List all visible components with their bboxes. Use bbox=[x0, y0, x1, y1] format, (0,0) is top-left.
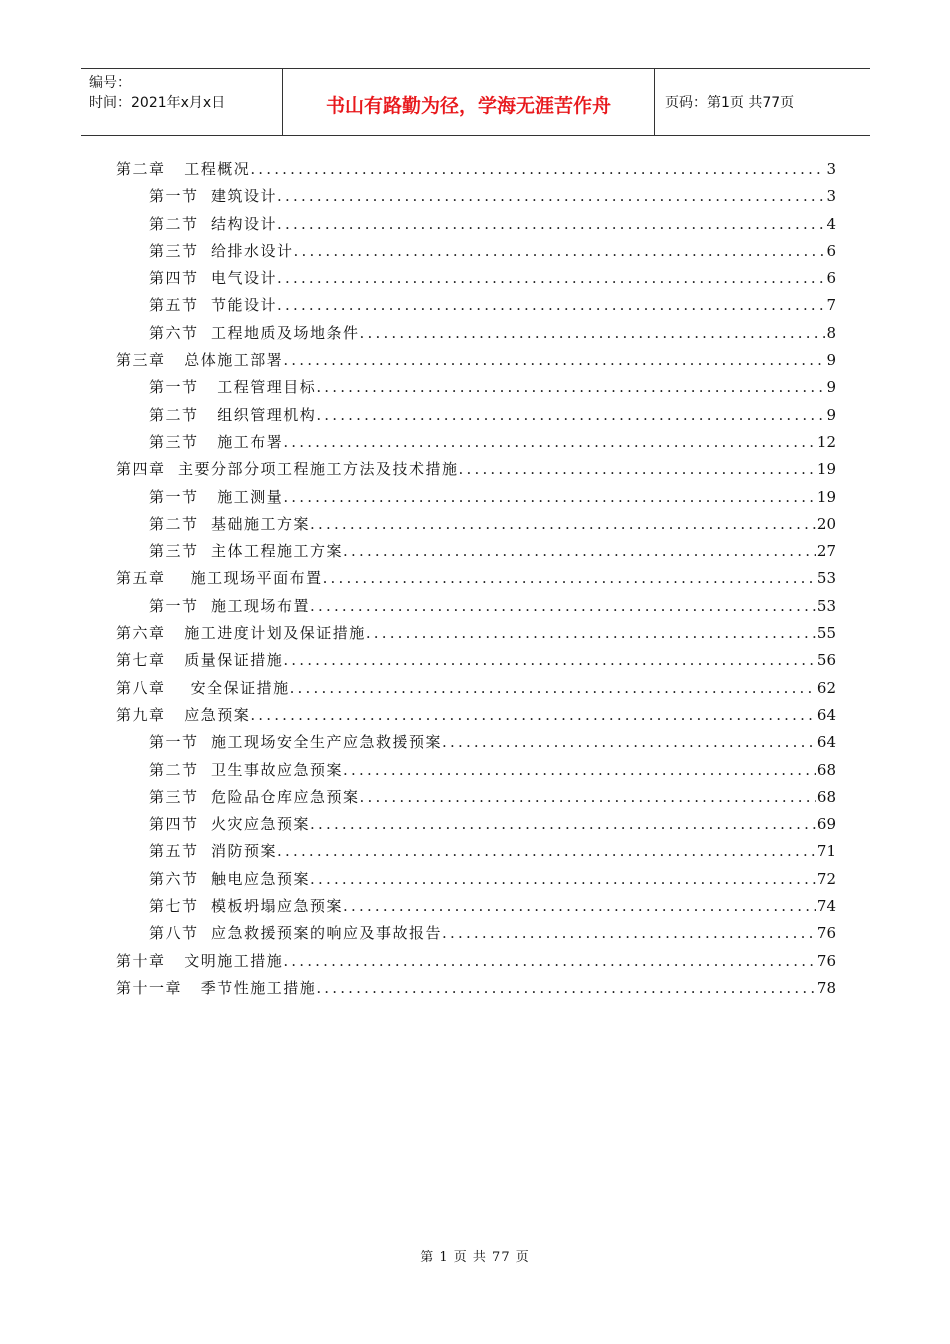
toc-dot-leader bbox=[277, 215, 825, 233]
toc-section-entry[interactable] bbox=[116, 404, 836, 431]
toc-dot-leader bbox=[316, 406, 825, 424]
toc-entry-page-number: 6 bbox=[826, 269, 836, 288]
toc-entry-page-number: 64 bbox=[816, 733, 836, 752]
toc-entry-title: 第六节 工程地质及场地条件 bbox=[149, 323, 360, 342]
toc-entry-title: 第四节 电气设计 bbox=[149, 269, 278, 288]
toc-entry-title: 第二节 基础施工方案 bbox=[149, 514, 311, 533]
toc-entry-page-number: 9 bbox=[826, 378, 836, 397]
page-footer: 第 1 页 共 77 页 bbox=[420, 1250, 530, 1265]
toc-entry-title: 第四章 主要分部分项工程施工方法及技术措施 bbox=[116, 460, 459, 479]
toc-dot-leader bbox=[360, 788, 816, 806]
toc-entry-title: 第八章 安全保证措施 bbox=[116, 678, 290, 697]
toc-entry-page-number: 72 bbox=[816, 869, 836, 888]
toc-entry-title: 第六章 施工进度计划及保证措施 bbox=[116, 624, 366, 643]
toc-entry-title: 第七节 模板坍塌应急预案 bbox=[149, 897, 344, 916]
toc-chapter-entry[interactable] bbox=[116, 677, 836, 704]
toc-entry-page-number: 20 bbox=[816, 514, 836, 533]
toc-section-entry[interactable] bbox=[116, 513, 836, 540]
toc-entry-page-number: 9 bbox=[826, 405, 836, 424]
toc-chapter-entry[interactable] bbox=[116, 950, 836, 977]
table-of-contents bbox=[116, 158, 836, 1004]
toc-section-entry[interactable] bbox=[116, 267, 836, 294]
toc-dot-leader bbox=[250, 706, 816, 724]
toc-entry-page-number: 68 bbox=[816, 760, 836, 779]
toc-entry-page-number: 53 bbox=[816, 596, 836, 615]
toc-dot-leader bbox=[323, 569, 816, 587]
toc-section-entry[interactable] bbox=[116, 240, 836, 267]
toc-dot-leader bbox=[442, 924, 816, 942]
toc-section-entry[interactable] bbox=[116, 376, 836, 403]
toc-entry-page-number: 78 bbox=[816, 978, 836, 997]
toc-dot-leader bbox=[277, 842, 816, 860]
toc-entry-page-number: 55 bbox=[816, 624, 836, 643]
toc-entry-title: 第三节 危险品仓库应急预案 bbox=[149, 787, 360, 806]
toc-dot-leader bbox=[366, 624, 816, 642]
document-number-label: 编号： bbox=[89, 75, 131, 91]
toc-entry-page-number: 8 bbox=[826, 323, 836, 342]
toc-entry-page-number: 53 bbox=[816, 569, 836, 588]
toc-entry-title: 第二节 结构设计 bbox=[149, 214, 278, 233]
toc-entry-title: 第二节 组织管理机构 bbox=[149, 405, 317, 424]
toc-section-entry[interactable] bbox=[116, 759, 836, 786]
toc-section-entry[interactable] bbox=[116, 213, 836, 240]
toc-dot-leader bbox=[277, 187, 825, 205]
toc-entry-title: 第一节 施工现场安全生产应急救援预案 bbox=[149, 733, 443, 752]
toc-entry-title: 第九章 应急预案 bbox=[116, 705, 251, 724]
toc-entry-title: 第五节 消防预案 bbox=[149, 842, 278, 861]
toc-chapter-entry[interactable] bbox=[116, 622, 836, 649]
toc-entry-title: 第三节 施工布署 bbox=[149, 432, 284, 451]
toc-chapter-entry[interactable] bbox=[116, 649, 836, 676]
toc-dot-leader bbox=[310, 870, 816, 888]
header-page-info: 页码：第1页 共77页 bbox=[665, 95, 795, 111]
toc-dot-leader bbox=[360, 324, 826, 342]
toc-entry-page-number: 19 bbox=[816, 460, 836, 479]
toc-entry-page-number: 3 bbox=[826, 187, 836, 206]
toc-entry-title: 第一节 工程管理目标 bbox=[149, 378, 317, 397]
toc-entry-title: 第五章 施工现场平面布置 bbox=[116, 569, 323, 588]
toc-entry-page-number: 7 bbox=[826, 296, 836, 315]
toc-entry-title: 第八节 应急救援预案的响应及事故报告 bbox=[149, 924, 443, 943]
toc-entry-page-number: 64 bbox=[816, 705, 836, 724]
toc-chapter-entry[interactable] bbox=[116, 349, 836, 376]
toc-dot-leader bbox=[290, 679, 816, 697]
toc-entry-page-number: 6 bbox=[826, 241, 836, 260]
toc-dot-leader bbox=[442, 733, 816, 751]
toc-entry-title: 第七章 质量保证措施 bbox=[116, 651, 284, 670]
toc-entry-page-number: 68 bbox=[816, 787, 836, 806]
toc-entry-title: 第四节 火灾应急预案 bbox=[149, 815, 311, 834]
toc-dot-leader bbox=[316, 979, 816, 997]
toc-entry-page-number: 27 bbox=[816, 542, 836, 561]
toc-entry-page-number: 74 bbox=[816, 897, 836, 916]
toc-dot-leader bbox=[310, 815, 816, 833]
toc-entry-page-number: 3 bbox=[826, 160, 836, 178]
toc-entry-page-number: 69 bbox=[816, 815, 836, 834]
toc-dot-leader bbox=[283, 433, 816, 451]
toc-section-entry[interactable] bbox=[116, 595, 836, 622]
toc-section-entry[interactable] bbox=[116, 185, 836, 212]
toc-section-entry[interactable] bbox=[116, 868, 836, 895]
header-motto: 书山有路勤为径，学海无涯苦作舟 bbox=[283, 69, 655, 135]
toc-dot-leader bbox=[310, 597, 816, 615]
toc-entry-title: 第十一章 季节性施工措施 bbox=[116, 978, 317, 997]
toc-section-entry[interactable] bbox=[116, 322, 836, 349]
toc-section-entry[interactable] bbox=[116, 922, 836, 949]
toc-entry-page-number: 62 bbox=[816, 678, 836, 697]
toc-chapter-entry[interactable] bbox=[116, 567, 836, 594]
toc-dot-leader bbox=[250, 160, 825, 178]
toc-section-entry[interactable] bbox=[116, 431, 836, 458]
toc-dot-leader bbox=[343, 542, 816, 560]
toc-entry-title: 第三节 主体工程施工方案 bbox=[149, 542, 344, 561]
toc-dot-leader bbox=[277, 269, 825, 287]
toc-dot-leader bbox=[459, 460, 816, 478]
toc-dot-leader bbox=[283, 651, 816, 669]
toc-entry-title: 第一节 施工现场布置 bbox=[149, 596, 311, 615]
toc-entry-title: 第二章 工程概况 bbox=[116, 160, 251, 178]
toc-section-entry[interactable] bbox=[116, 813, 836, 840]
toc-section-entry[interactable] bbox=[116, 786, 836, 813]
toc-entry-title: 第五节 节能设计 bbox=[149, 296, 278, 315]
toc-chapter-entry[interactable] bbox=[116, 458, 836, 485]
toc-entry-title: 第一节 建筑设计 bbox=[149, 187, 278, 206]
toc-entry-title: 第三节 给排水设计 bbox=[149, 241, 294, 260]
toc-dot-leader bbox=[283, 488, 816, 506]
toc-chapter-entry[interactable] bbox=[116, 977, 836, 1004]
toc-section-entry[interactable] bbox=[116, 895, 836, 922]
toc-entry-page-number: 71 bbox=[816, 842, 836, 861]
toc-entry-title: 第二节 卫生事故应急预案 bbox=[149, 760, 344, 779]
toc-entry-page-number: 76 bbox=[816, 924, 836, 943]
toc-dot-leader bbox=[283, 351, 825, 369]
toc-dot-leader bbox=[310, 515, 816, 533]
toc-chapter-entry[interactable] bbox=[116, 158, 836, 185]
toc-entry-page-number: 19 bbox=[816, 487, 836, 506]
toc-entry-page-number: 76 bbox=[816, 951, 836, 970]
document-time-label: 时间：2021年x月x日 bbox=[89, 95, 226, 111]
toc-chapter-entry[interactable] bbox=[116, 704, 836, 731]
toc-dot-leader bbox=[316, 378, 825, 396]
page-header bbox=[81, 68, 870, 136]
toc-entry-title: 第一节 施工测量 bbox=[149, 487, 284, 506]
toc-section-entry[interactable] bbox=[116, 486, 836, 513]
toc-dot-leader bbox=[343, 761, 816, 779]
toc-section-entry[interactable] bbox=[116, 294, 836, 321]
toc-section-entry[interactable] bbox=[116, 731, 836, 758]
header-meta bbox=[81, 69, 283, 135]
toc-entry-title: 第三章 总体施工部署 bbox=[116, 351, 284, 370]
toc-section-entry[interactable] bbox=[116, 840, 836, 867]
toc-dot-leader bbox=[294, 242, 826, 260]
toc-entry-page-number: 56 bbox=[816, 651, 836, 670]
toc-entry-page-number: 4 bbox=[826, 214, 836, 233]
toc-entry-title: 第六节 触电应急预案 bbox=[149, 869, 311, 888]
toc-entry-title: 第十章 文明施工措施 bbox=[116, 951, 284, 970]
toc-entry-page-number: 12 bbox=[816, 432, 836, 451]
toc-section-entry[interactable] bbox=[116, 540, 836, 567]
toc-dot-leader bbox=[277, 296, 825, 314]
toc-entry-page-number: 9 bbox=[826, 351, 836, 370]
toc-dot-leader bbox=[283, 952, 816, 970]
toc-dot-leader bbox=[343, 897, 816, 915]
